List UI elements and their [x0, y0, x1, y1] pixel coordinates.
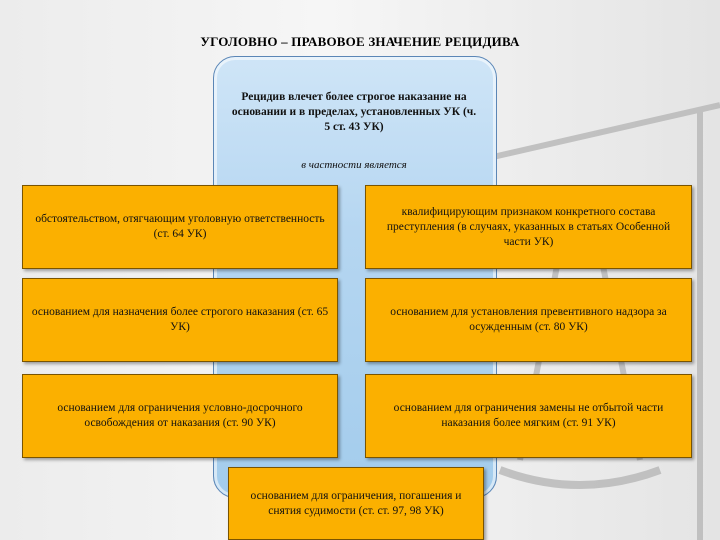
- box-aggravating-circumstance: обстоятельством, отягчающим уголовную ответственность (ст. 64 УК): [22, 185, 338, 269]
- center-statement: Рецидив влечет более строгое наказание на основании и в пределах, установленных УК (ч. 5 ст. 43 УК): [231, 91, 477, 133]
- center-subtitle: в частности является: [301, 159, 407, 171]
- box-preventive-supervision: основанием для установления превентивного надзора за осужденным (ст. 80 УК): [365, 278, 692, 362]
- box-parole-restriction: основанием для ограничения условно-досрочного освобождения от наказания (ст. 90 УК): [22, 374, 338, 458]
- box-conviction-expungement: основанием для ограничения, погашения и снятия судимости (ст. ст. 97, 98 УК): [228, 467, 484, 540]
- box-commutation-restriction: основанием для ограничения замены не отбытой части наказания более мягким (ст. 91 УК): [365, 374, 692, 458]
- box-stricter-punishment: основанием для назначения более строгого наказания (ст. 65 УК): [22, 278, 338, 362]
- page-title: УГОЛОВНО – ПРАВОВОЕ ЗНАЧЕНИЕ РЕЦИДИВА: [200, 34, 520, 49]
- box-qualifying-feature: квалифицирующим признаком конкретного состава преступления (в случаях, указанных в статьях Особенной части УК): [365, 185, 692, 269]
